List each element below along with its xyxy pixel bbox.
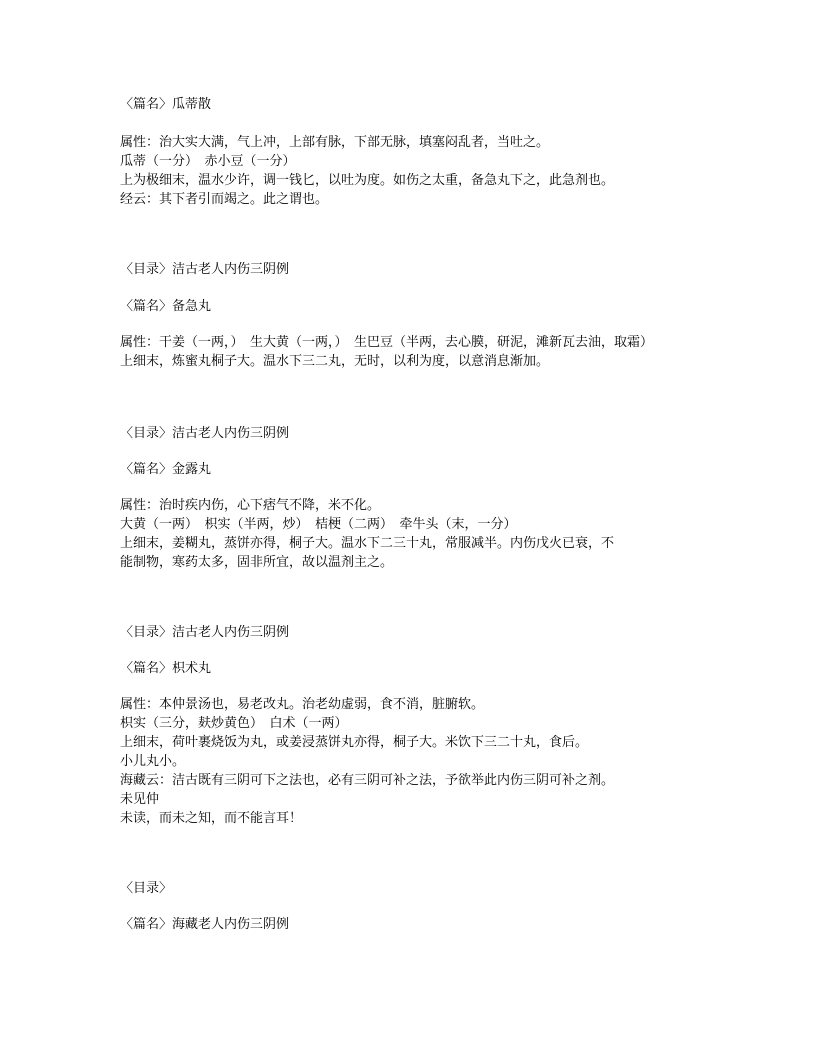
catalog-heading: 〈目录〉洁古老人内伤三阴例	[120, 262, 290, 277]
text-line: 属性：干姜（一两，） 生大黄（一两，） 生巴豆（半两，去心膜，研泥，滩新瓦去油，取霜）	[120, 335, 654, 350]
text-line: 上细末，炼蜜丸桐子大。温水下三二丸，无时，以利为度，以意消息渐加。	[120, 354, 550, 369]
section-title: 〈篇名〉瓜蒂散	[120, 97, 212, 112]
section-title: 〈篇名〉海藏老人内伤三阴例	[120, 917, 290, 932]
text-line: 上细末，荷叶裹烧饭为丸，或姜浸蒸饼丸亦得，桐子大。米饮下三二十丸，食后。	[120, 735, 589, 750]
catalog-heading: 〈目录〉洁古老人内伤三阴例	[120, 426, 290, 441]
text-line: 枳实（三分，麸炒黄色） 白术（一两）	[120, 716, 348, 731]
text-line: 经云：其下者引而竭之。此之谓也。	[120, 192, 329, 207]
text-line: 未见仲	[120, 792, 160, 807]
text-line: 属性：治时疾内伤，心下痞气不降，米不化。	[120, 498, 381, 513]
text-line: 瓜蒂（一分） 赤小豆（一分）	[120, 154, 296, 169]
text-line: 未读，而未之知，而不能言耳！	[120, 811, 303, 826]
text-line: 小儿丸小。	[120, 754, 186, 769]
text-line: 属性：本仲景汤也，易老改丸。治老幼虚弱，食不消，脏腑软。	[120, 697, 485, 712]
text-line: 属性：治大实大满，气上冲，上部有脉，下部无脉，填塞闷乱者，当吐之。	[120, 135, 550, 150]
section-title: 〈篇名〉枳术丸	[120, 661, 212, 676]
catalog-heading: 〈目录〉	[120, 881, 173, 896]
text-line: 能制物，寒药太多，固非所宜，故以温剂主之。	[120, 555, 394, 570]
text-line: 大黄（一两） 枳实（半两，炒） 桔梗（二两） 牵牛头（末，一分）	[120, 517, 517, 532]
catalog-heading: 〈目录〉洁古老人内伤三阴例	[120, 625, 290, 640]
text-line: 上为极细末，温水少许，调一钱匕，以吐为度。如伤之太重，备急丸下之，此急剂也。	[120, 173, 615, 188]
text-line: 海藏云：洁古既有三阴可下之法也，必有三阴可补之法，予欲举此内伤三阴可补之剂。	[120, 773, 615, 788]
section-title: 〈篇名〉备急丸	[120, 299, 212, 314]
section-title: 〈篇名〉金露丸	[120, 462, 212, 477]
text-line: 上细末，姜糊丸，蒸饼亦得，桐子大。温水下二三十丸，常服减半。内伤戊火已衰，不	[120, 536, 615, 551]
